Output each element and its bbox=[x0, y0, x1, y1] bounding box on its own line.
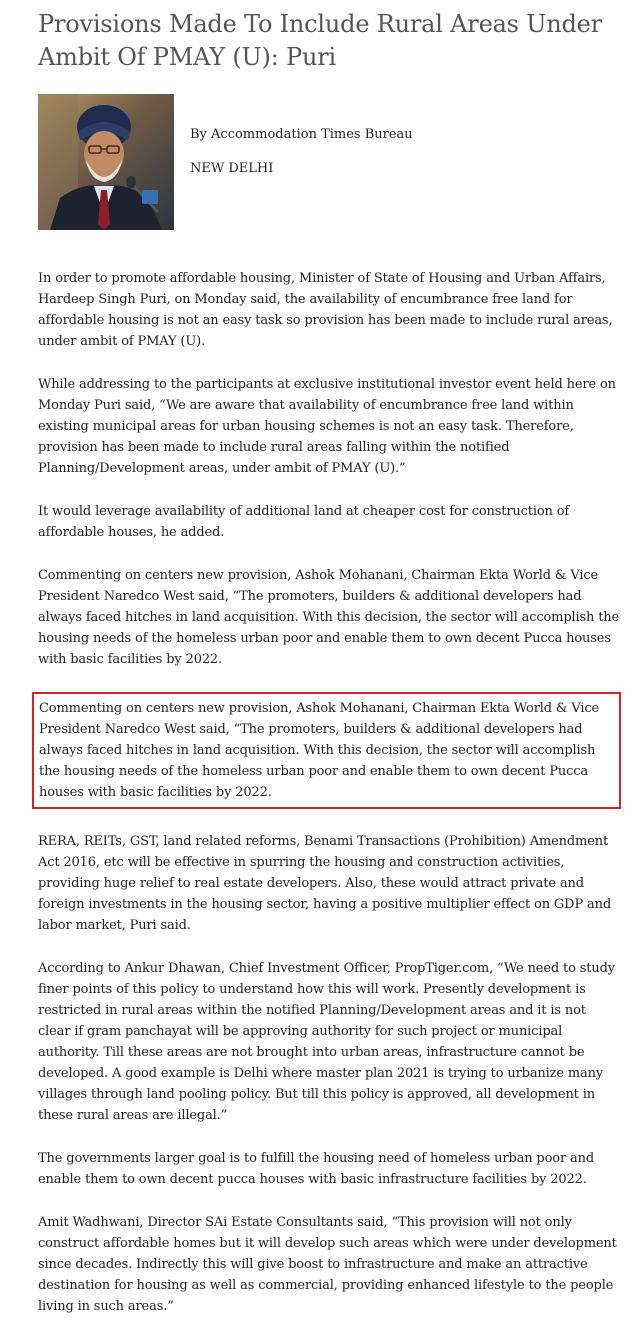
headline: Provisions Made To Include Rural Areas Under Ambit Of PMAY (U): Puri bbox=[38, 10, 602, 71]
paragraph: It would leverage availability of additional land at cheaper cost for construction of affordable houses, he added. bbox=[38, 504, 570, 540]
paragraph: RERA, REITs, GST, land related reforms, Benami Transactions (Prohibition) Amendment Act 2016, etc will be effective in spurring the housing and construction activities, providing huge relief to real estate developers. Also, these would attract private and foreign investments in the housing sector, having a positive multiplier effect on GDP and labor market, Puri said. bbox=[38, 834, 612, 933]
paragraph: While addressing to the participants at exclusive institutional investor event held here on Monday Puri said, “We are aware that availability of encumbrance free land within existing municipal areas for urban housing schemes is not an easy task. Therefore, provision has been made to include rural areas falling within the notified Planning/Development areas, under ambit of PMAY (U).” bbox=[38, 377, 616, 476]
article-body bbox=[38, 268, 622, 1317]
paragraph: In order to promote affordable housing, Minister of State of Housing and Urban Affairs, Hardeep Singh Puri, on Monday said, the availability of encumbrance free land for affordable housing is not an easy task so provision has been made to include rural areas, under ambit of PMAY (U). bbox=[38, 271, 613, 349]
paragraph: Amit Wadhwani, Director SAi Estate Consultants said, “This provision will not only construct affordable homes but it will develop such areas which were under development since decades. Indirectly this will give boost to infrastructure and make an attractive destination for housing as well as commercial, providing enhanced lifestyle to the people living in such areas.” bbox=[38, 1215, 617, 1314]
byline: By Accommodation Times Bureau bbox=[190, 127, 413, 142]
paragraph: Commenting on centers new provision, Ashok Mohanani, Chairman Ekta World & Vice President Naredco West said, “The promoters, builders & additional developers had always faced hitches in land acquisition. With this decision, the sector will accomplish the housing needs of the homeless urban poor and enable them to own decent Pucca houses with basic facilities by 2022. bbox=[38, 568, 620, 667]
paragraph: Commenting on centers new provision, Ashok Mohanani, Chairman Ekta World & Vice President Naredco West said, “The promoters, builders & additional developers had always faced hitches in land acquisition. With this decision, the sector will accomplish the housing needs of the homeless urban poor and enable them to own decent Pucca houses with basic facilities by 2022. bbox=[39, 701, 600, 800]
paragraph: According to Ankur Dhawan, Chief Investment Officer, PropTiger.com, “We need to study finer points of this policy to understand how this will work. Presently development is restricted in rural areas within the notified Planning/Development areas and it is not clear if gram panchayat will be approving authority for such project or municipal authority. Till these areas are not brought into urban areas, infrastructure cannot be developed. A good example is Delhi where master plan 2021 is trying to urbanize many villages through land pooling policy. But till this policy is approved, all development in these rural areas are illegal.” bbox=[38, 961, 615, 1123]
byline-section bbox=[38, 94, 622, 230]
person-photo bbox=[38, 94, 174, 230]
article bbox=[38, 0, 622, 1339]
dateline: NEW DELHI bbox=[190, 161, 274, 176]
paragraph: The governments larger goal is to fulfill the housing need of homeless urban poor and enable them to own decent pucca houses with basic infrastructure facilities by 2022. bbox=[38, 1151, 595, 1187]
highlighted-quote-box bbox=[32, 692, 621, 809]
